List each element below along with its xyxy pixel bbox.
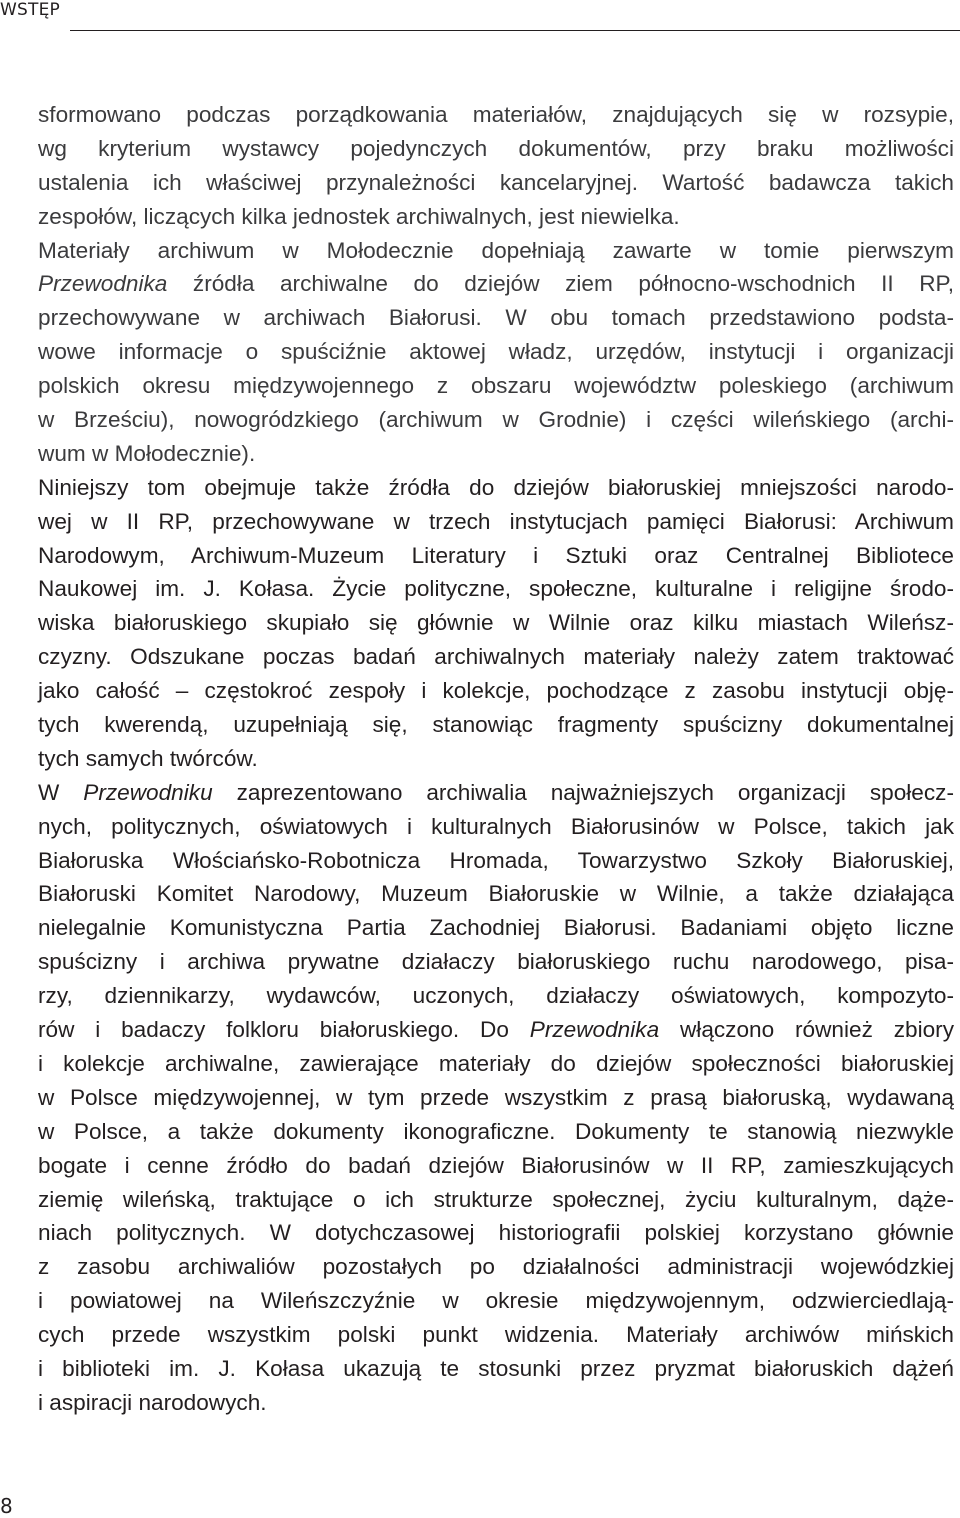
text-line: przechowywane w archiwach Białorusi. W obu tomach przedstawiono podsta-	[38, 305, 954, 331]
text-line: wg kryterium wystawcy pojedynczych dokumentów, przy braku możliwości	[38, 135, 954, 161]
body-text	[38, 98, 954, 1420]
text-line: w Polsce, a także dokumenty ikonograficzne. Dokumenty te stanowią niezwykle	[38, 1118, 954, 1144]
running-head: WSTĘP	[0, 0, 60, 20]
text-line: Niniejszy tom obejmuje także źródła do dziejów białoruskiej mniejszości narodo-	[38, 474, 954, 500]
text-line: wiska białoruskiego skupiało się głównie w Wilnie oraz kilku miastach Wileńsz-	[38, 610, 954, 636]
text-line: sformowano podczas porządkowania materiałów, znajdujących się w rozsypie,	[38, 102, 954, 127]
text-line: tych kwerendą, uzupełniają się, stanowiąc fragmenty spuścizny dokumentalnej	[38, 712, 954, 738]
text-line: w Brześciu), nowogródzkiego (archiwum w Grodnie) i części wileńskiego (archi-	[38, 407, 954, 433]
text-line: Białoruska Włościańsko-Robotnicza Hromada, Towarzystwo Szkoły Białoruskiej,	[38, 847, 954, 873]
header-rule	[70, 30, 960, 31]
text-line: rzy, dziennikarzy, wydawców, uczonych, działaczy oświatowych, kompozyto-	[38, 983, 954, 1009]
text-line: ustalenia ich właściwej przynależności kancelaryjnej. Wartość badawcza takich	[38, 169, 954, 195]
text-line: i kolekcje archiwalne, zawierające materiały do dziejów społeczności białoruskiej	[38, 1050, 954, 1076]
text-line: bogate i cenne źródło do badań dziejów Białorusinów w II RP, zamieszkujących	[38, 1152, 954, 1178]
text-line: Białoruski Komitet Narodowy, Muzeum Białoruskie w Wilnie, a także działająca	[38, 881, 954, 907]
page-number: 8	[0, 1494, 13, 1518]
text-line: Przewodnika źródła archiwalne do dziejów ziem północno-wschodnich II RP,	[38, 271, 954, 297]
text-line: cych przede wszystkim polski punkt widzenia. Materiały archiwów mińskich	[38, 1322, 954, 1348]
text-line: rów i badaczy folkloru białoruskiego. Do Przewodnika włączono również zbiory	[38, 1017, 954, 1043]
text-line: i biblioteki im. J. Kołasa ukazują te stosunki przez pryzmat białoruskich dążeń	[38, 1355, 954, 1381]
text-line: jako całość – częstokroć zespoły i kolekcje, pochodzące z zasobu instytucji obję-	[38, 678, 954, 704]
text-line: spuścizny i archiwa prywatne działaczy białoruskiego ruchu narodowego, pisa-	[38, 949, 954, 975]
text-line: Narodowym, Archiwum-Muzeum Literatury i Sztuki oraz Centralnej Bibliotece	[38, 542, 954, 568]
text-line: i aspiracji narodowych.	[38, 1389, 267, 1415]
text-line: ziemię wileńską, traktujące o ich strukturze społecznej, życiu kulturalnym, dąże-	[38, 1186, 954, 1212]
text-line: nielegalnie Komunistyczna Partia Zachodniej Białorusi. Badaniami objęto liczne	[38, 915, 954, 941]
text-line: w Polsce międzywojennej, w tym przede wszystkim z prasą białoruską, wydawaną	[38, 1084, 954, 1110]
text-line: Materiały archiwum w Mołodecznie dopełniają zawarte w tomie pierwszym	[38, 237, 954, 263]
text-line: wej w II RP, przechowywane w trzech instytucjach pamięci Białorusi: Archiwum	[38, 508, 954, 534]
text-line: W Przewodniku zaprezentowano archiwalia najważniejszych organizacji społecz-	[38, 779, 954, 805]
text-line: zespołów, liczących kilka jednostek archiwalnych, jest niewielka.	[38, 203, 680, 229]
text-line: z zasobu archiwaliów pozostałych po działalności administracji wojewódzkiej	[38, 1254, 954, 1280]
text-line: czyzny. Odszukane poczas badań archiwalnych materiały należy zatem traktować	[38, 644, 954, 670]
text-line: Naukowej im. J. Kołasa. Życie polityczne, społeczne, kulturalne i religijne środo-	[38, 576, 954, 602]
text-line: wum w Mołodecznie).	[38, 440, 256, 466]
text-line: niach politycznych. W dotychczasowej historiografii polskiej korzystano głównie	[38, 1220, 954, 1246]
text-line: nych, politycznych, oświatowych i kulturalnych Białorusinów w Polsce, takich jak	[38, 813, 954, 839]
text-line: i powiatowej na Wileńszczyźnie w okresie międzywojennym, odzwierciedlają-	[38, 1288, 954, 1314]
text-line: polskich okresu międzywojennego z obszaru województw poleskiego (archiwum	[38, 373, 954, 399]
text-line: tych samych twórców.	[38, 745, 258, 771]
text-line: wowe informacje o spuściźnie aktowej władz, urzędów, instytucji i organizacji	[38, 339, 954, 365]
